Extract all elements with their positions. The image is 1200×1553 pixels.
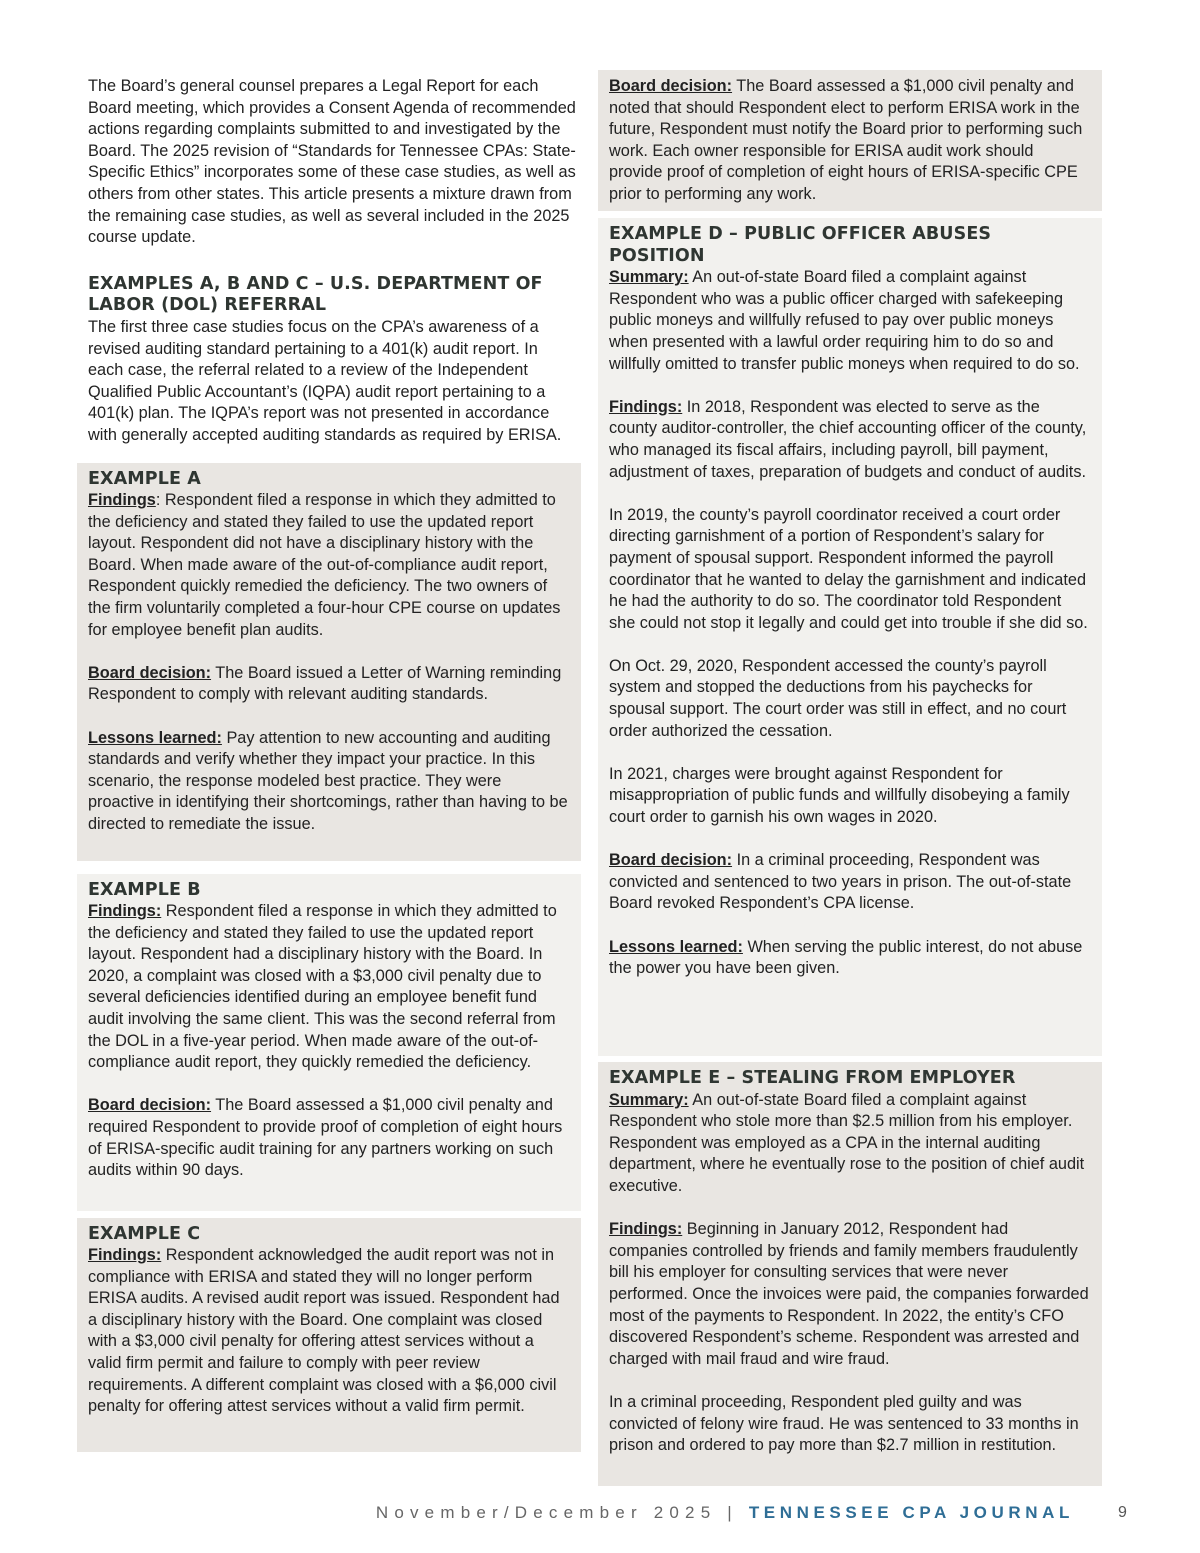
intro-paragraph: The Board’s general counsel prepares a Legal Report for each Board meeting, which provides a Consent Agenda of recommended actions regarding complaints submitted to and investigated by the Board. The 2025 revision of “Standards for Tennessee CPAs: State-Specific Ethics” incorporates some of these case studies, as well as others from other states. This article presents a mixture drawn from the remaining case studies, as well as several included in the 2025 course update.	[88, 77, 576, 247]
findings-label: Findings:	[609, 397, 683, 416]
footer-issue-line	[376, 1502, 1074, 1524]
findings-label: Findings:	[88, 902, 162, 921]
summary-text: An out-of-state Board filed a complaint against Respondent who was a public officer charged with safekeeping public moneys and willfully refused to pay over public moneys when presented with a lawful order requiring him to do so and willfully omitted to transfer public moneys when required to do so.	[609, 268, 1080, 373]
example-d-lessons	[609, 937, 1091, 980]
example-e-findings	[609, 1219, 1091, 1370]
example-a-box	[77, 463, 581, 861]
findings-text: Respondent filed a response in which they admitted to the deficiency and stated they failed to use the updated report layout. Respondent had a disciplinary history with the Board. In 2020, a complaint was closed with a $3,000 civil penalty due to several deficiencies identified during an employee benefit fund audit involving the same client. This was the second referral from the DOL in a five-year period. When made aware of the out-of-compliance audit report, they quickly remedied the deficiency.	[88, 902, 557, 1072]
example-b-heading: EXAMPLE B	[88, 879, 201, 900]
board-decision-label: Board decision:	[88, 663, 212, 682]
findings-text: In 2018, Respondent was elected to serve as the county auditor-controller, the chief accounting officer of the county, who managed its fiscal affairs, including payroll, bill payment, adjustment of taxes, preparation of budgets and conduct of audits.	[609, 397, 1087, 481]
example-b-decision	[88, 1095, 570, 1181]
findings-label: Findings	[88, 491, 156, 510]
board-decision-text: The Board issued a Letter of Warning reminding Respondent to comply with relevant auditing standards.	[88, 663, 562, 704]
examples-abc-section	[77, 268, 581, 455]
findings-text: Beginning in January 2012, Respondent had companies controlled by friends and family members fraudulently bill his employer for consulting services that were never performed. Once the invoices were paid, the companies forwarded most of the payments to Respondent. In 2022, the entity’s CFO discovered Respondent’s scheme. Respondent was arrested and charged with mail fraud and wire fraud.	[609, 1220, 1089, 1368]
example-d-box	[598, 218, 1102, 1056]
right-column	[598, 70, 1102, 1499]
footer-journal-name: TENNESSEE CPA JOURNAL	[748, 1503, 1074, 1522]
example-c-findings	[88, 1245, 570, 1418]
board-decision-label: Board decision:	[609, 851, 733, 870]
findings-text: Respondent acknowledged the audit report was not in compliance with ERISA and stated they will no longer perform ERISA audits. A revised audit report was issued. Respondent had a disciplinary history with the Board. One complaint was closed with a $3,000 civil penalty for offering attest services without a valid firm permit and failure to comply with peer review requirements. A different complaint was closed with a $6,000 civil penalty for offering attest services without a valid firm permit.	[88, 1246, 560, 1416]
board-decision-text: The Board assessed a $1,000 civil penalty and required Respondent to provide proof of completion of eight hours of ERISA-specific audit training for any partners working on such audits within 90 days.	[88, 1096, 563, 1180]
example-d-findings	[609, 397, 1091, 483]
lessons-learned-label: Lessons learned:	[88, 728, 222, 747]
example-e-heading: EXAMPLE E – STEALING FROM EMPLOYER	[609, 1068, 1016, 1088]
footer-separator: |	[716, 1503, 749, 1522]
example-d-decision	[609, 850, 1091, 915]
example-d-2019-paragraph: In 2019, the county’s payroll coordinator received a court order directing garnishment of a portion of Respondent’s salary for payment of spousal support. Respondent informed the payroll coordinator that he wanted to delay the garnishment and indicated he had the authority to do so. The coordinator told Respondent she could not stop it legally and could get into trouble if she did so.	[609, 505, 1088, 632]
example-d-2021-paragraph: In 2021, charges were brought against Respondent for misappropriation of public funds and willfully disobeying a family court order to garnish his own wages in 2020.	[609, 764, 1070, 827]
example-b-findings	[88, 901, 570, 1074]
board-decision-text: The Board assessed a $1,000 civil penalty and noted that should Respondent elect to perform ERISA work in the future, Respondent must notify the Board prior to performing such work. Each owner responsible for ERISA audit work should provide proof of completion of eight hours of ERISA-specific CPE prior to performing any work.	[609, 77, 1083, 203]
examples-abc-heading: EXAMPLES A, B AND C – U.S. DEPARTMENT OF LABOR (DOL) REFERRAL	[88, 273, 543, 316]
examples-abc-paragraph: The first three case studies focus on the CPA’s awareness of a revised auditing standard pertaining to a 401(k) audit report. In each case, the referral related to a review of the Independent Qualified Public Accountant’s (IQPA) audit report pertaining to a 401(k) plan. The IQPA’s report was not presented in accordance with generally accepted auditing standards as required by ERISA.	[88, 317, 562, 444]
intro-section	[77, 70, 581, 257]
example-a-findings	[88, 490, 570, 641]
board-decision-text: In a criminal proceeding, Respondent was convicted and sentenced to two years in prison. The out-of-state Board revoked Respondent’s CPA license.	[609, 851, 1072, 913]
example-a-heading: EXAMPLE A	[88, 468, 201, 489]
findings-label: Findings:	[609, 1220, 683, 1239]
example-e-box	[598, 1062, 1102, 1486]
findings-text: : Respondent filed a response in which they admitted to the deficiency and stated they failed to use the updated report layout. Respondent did not have a disciplinary history with the Board. When made aware of the out-of-compliance audit report, Respondent quickly remedied the deficiency. The two owners of the firm voluntarily completed a four-hour CPE course on updates for employee benefit plan audits.	[88, 491, 561, 639]
board-decision-label: Board decision:	[88, 1096, 212, 1115]
lessons-learned-label: Lessons learned:	[609, 937, 743, 956]
example-b-box	[77, 874, 581, 1211]
example-d-heading: EXAMPLE D – PUBLIC OFFICER ABUSES POSITION	[609, 224, 992, 266]
findings-label: Findings:	[88, 1246, 162, 1265]
footer-issue-date: November/December 2025	[375, 1503, 717, 1522]
left-column	[77, 70, 581, 1465]
summary-label: Summary:	[609, 268, 689, 287]
summary-text: An out-of-state Board filed a complaint against Respondent who stole more than $2.5 million from his employer. Respondent was employed as a CPA in the internal auditing department, where he eventually rose to the position of chief audit executive.	[609, 1090, 1085, 1195]
example-e-summary	[609, 1090, 1091, 1198]
board-decision-label: Board decision:	[609, 77, 733, 95]
lessons-learned-text: When serving the public interest, do not abuse the power you have been given.	[609, 937, 1083, 978]
summary-label: Summary:	[609, 1090, 689, 1109]
example-d-2020-paragraph: On Oct. 29, 2020, Respondent accessed the county’s payroll system and stopped the deductions from his paychecks for spousal support. The court order was still in effect, and no court order authorized the cessation.	[609, 656, 1067, 740]
example-c-decision	[609, 76, 1091, 206]
example-d-summary	[609, 267, 1091, 375]
example-c-heading: EXAMPLE C	[88, 1223, 201, 1244]
example-a-decision	[88, 663, 570, 706]
example-c-box	[77, 1218, 581, 1452]
example-e-criminal-paragraph: In a criminal proceeding, Respondent pled guilty and was convicted of felony wire fraud. He was sentenced to 33 months in prison and ordered to pay more than $2.7 million in restitution.	[609, 1392, 1079, 1455]
page-number: 9	[1118, 1504, 1127, 1521]
example-a-lessons	[88, 728, 570, 836]
page-footer	[0, 1502, 1200, 1526]
lessons-learned-text: Pay attention to new accounting and auditing standards and verify whether they impact your practice. In this scenario, the response modeled best practice. They were proactive in identifying their shortcomings, rather than having to be directed to remediate the issue.	[88, 728, 568, 833]
example-c-continued-box	[598, 70, 1102, 211]
